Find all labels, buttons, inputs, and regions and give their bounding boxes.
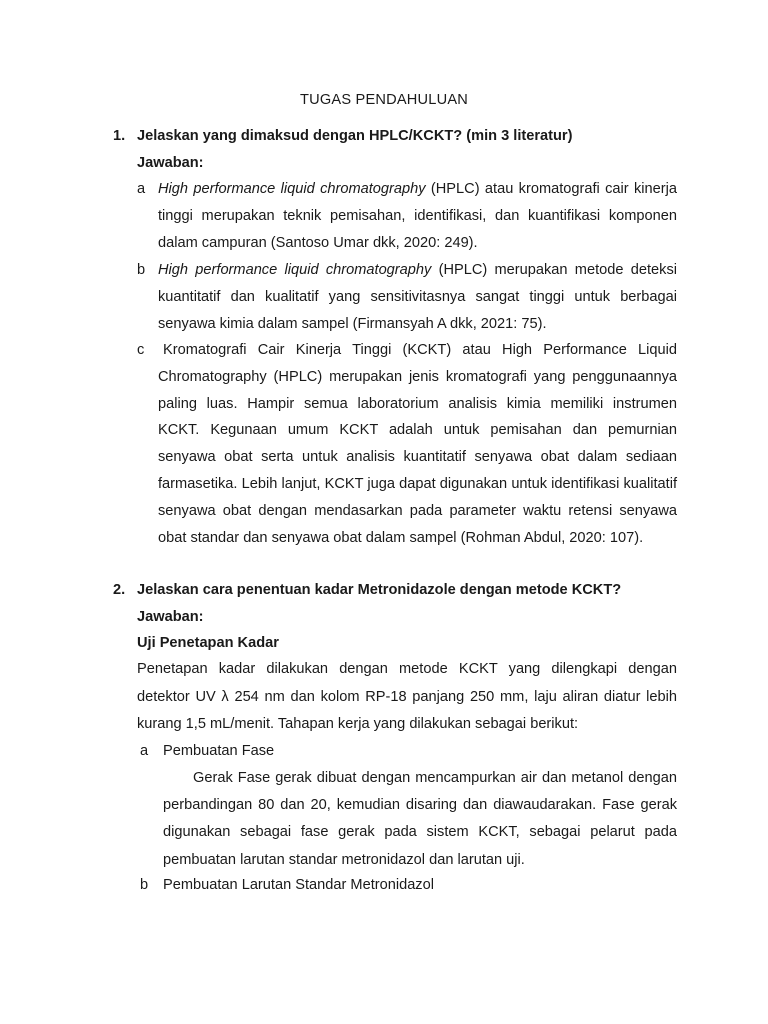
answer-item-b	[137, 257, 677, 337]
method-paragraph: Penetapan kadar dilakukan dengan metode KCKT yang dilengkapi dengan detektor UV λ 254 nm dan kolom RP-18 panjang 250 mm, laju aliran diatur lebih kurang 1,5 mL/menit. Tahapan kerja yang dilakukan sebagai berikut:	[137, 661, 677, 733]
section-heading: Uji Penetapan Kadar	[137, 635, 279, 651]
document-title: TUGAS PENDAHULUAN	[299, 92, 468, 108]
item-marker: b	[140, 877, 149, 893]
subitem-heading: Pembuatan Larutan Standar Metronidazol	[163, 877, 434, 893]
question-1	[113, 128, 572, 144]
answer-item-a	[137, 176, 677, 256]
subitem-a	[140, 743, 677, 759]
item-marker: a	[137, 181, 146, 197]
item-text: High performance liquid chromatography (HPLC) merupakan metode deteksi kuantitatif dan kualitatif yang sensitivitasnya sangat tinggi untuk berbagai senyawa kimia dalam sampel (Firmansyah A dkk, 2021: 75).	[158, 262, 677, 332]
question-text: Jelaskan cara penentuan kadar Metronidazole dengan metode KCKT?	[137, 582, 622, 598]
question-number: 1.	[113, 128, 126, 144]
question-number: 2.	[113, 582, 126, 598]
answer-item-c	[137, 337, 677, 551]
item-marker: b	[137, 262, 146, 278]
question-text: Jelaskan yang dimaksud dengan HPLC/KCKT? (min 3 literatur)	[137, 128, 573, 144]
item-text: High performance liquid chromatography (HPLC) atau kromatografi cair kinerja tinggi merupakan teknik pemisahan, identifikasi, dan kuantifikasi komponen dalam campuran (Santoso Umar dkk, 2020: 249).	[158, 181, 677, 251]
answer-label: Jawaban:	[137, 609, 204, 625]
subitem-b	[140, 877, 677, 893]
item-italic-text: High performance liquid chromatography	[158, 181, 426, 197]
item-marker: a	[140, 743, 149, 759]
item-text: Kromatografi Cair Kinerja Tinggi (KCKT) atau High Performance Liquid Chromatography (HPLC) merupakan jenis kromatografi yang penggunaannya paling luas. Hampir semua laboratorium analisis kimia memiliki instrumen KCKT. Kegunaan umum KCKT adalah untuk pemisahan dan pemurnian senyawa obat serta untuk analisis kuantitatif senyawa obat dalam sediaan farmasetika. Lebih lanjut, KCKT juga dapat digunakan untuk identifikasi kualitatif senyawa obat dengan mendasarkan pada parameter waktu retensi senyawa obat standar dan senyawa obat dalam sampel (Rohman Abdul, 2020: 107).	[158, 342, 677, 546]
subitem-a-text: Gerak Fase gerak dibuat dengan mencampurkan air dan metanol dengan perbandingan 80 dan 20, kemudian disaring dan diawaudarakan. Fase gerak digunakan sebagai fase gerak pada sistem KCKT, sebagai pelarut pada pembuatan larutan standar metronidazol dan larutan uji.	[163, 770, 677, 868]
subitem-heading: Pembuatan Fase	[163, 743, 275, 759]
item-marker: c	[137, 342, 145, 358]
answer-label: Jawaban:	[137, 155, 204, 171]
item-italic-text: High performance liquid chromatography	[158, 262, 432, 278]
question-2	[113, 582, 621, 598]
